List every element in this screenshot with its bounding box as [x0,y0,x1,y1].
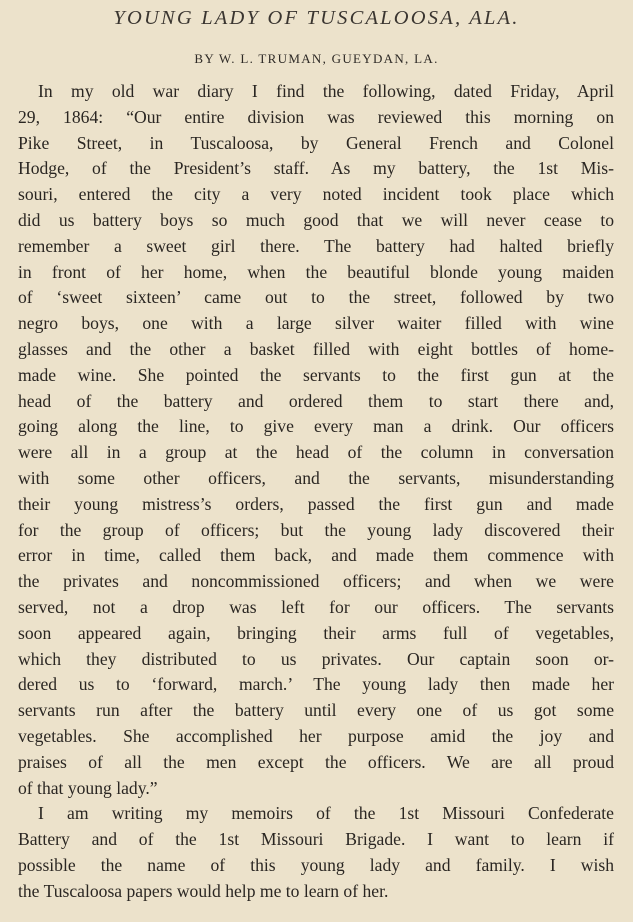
text-line: with some other officers, and the servants, misunderstanding [18,467,614,488]
text-line: their young mistress’s orders, passed the first gun and made [18,493,614,514]
article-title: YOUNG LADY OF TUSCALOOSA, ALA. [113,7,520,29]
text-line: In my old war diary I find the following, dated Friday, April [38,81,614,101]
text-line: souri, entered the city a very noted incident took place which [18,184,614,205]
text-line: did us battery boys so much good that we will never cease to [18,209,614,230]
paragraph [18,79,614,801]
text-line: possible the name of this young lady and family. I wish [18,854,614,875]
text-line: glasses and the other a basket filled with eight bottles of home- [18,338,614,359]
paragraph [18,801,614,904]
text-line: of ‘sweet sixteen’ came out to the street, followed by two [18,287,614,308]
text-line: the Tuscaloosa papers would help me to learn of her. [18,880,389,901]
text-line: negro boys, one with a large silver waiter filled with wine [18,313,614,334]
text-line: of that young lady.” [18,777,158,798]
text-line: 29, 1864: “Our entire division was reviewed this morning on [18,106,614,127]
text-line: served, not a drop was left for our officers. The servants [18,596,614,617]
text-line: head of the battery and ordered them to start there and, [18,390,614,411]
text-line: were all in a group at the head of the column in conversation [18,442,614,463]
text-line: remember a sweet girl there. The battery had halted briefly [18,235,614,256]
text-line: dered us to ‘forward, march.’ The young lady then made her [18,674,614,695]
text-line: servants run after the battery until every one of us got some [18,700,614,721]
text-line: vegetables. She accomplished her purpose amid the joy and [18,725,614,746]
text-line: Pike Street, in Tuscaloosa, by General French and Colonel [18,132,614,153]
text-line: made wine. She pointed the servants to the first gun at the [18,364,614,385]
text-line: Battery and of the 1st Missouri Brigade. I want to learn if [18,829,614,850]
text-line: going along the line, to give every man a drink. Our officers [18,416,614,437]
text-line: which they distributed to us privates. Our captain soon or- [18,648,614,669]
text-line: error in time, called them back, and made them commence with [18,545,614,566]
article-body [18,79,614,905]
text-line: the privates and noncommissioned officers; and when we were [18,571,614,592]
text-line: I am writing my memoirs of the 1st Missouri Confederate [38,803,614,824]
text-line: in front of her home, when the beautiful blonde young maiden [18,261,614,282]
text-line: praises of all the men except the officers. We are all proud [18,751,614,772]
text-line: for the group of officers; but the young lady discovered their [18,519,614,540]
article-byline: BY W. L. TRUMAN, GUEYDAN, LA. [194,51,439,66]
text-line: soon appeared again, bringing their arms full of vegetables, [18,622,614,643]
text-line: Hodge, of the President’s staff. As my battery, the 1st Mis- [18,158,614,179]
